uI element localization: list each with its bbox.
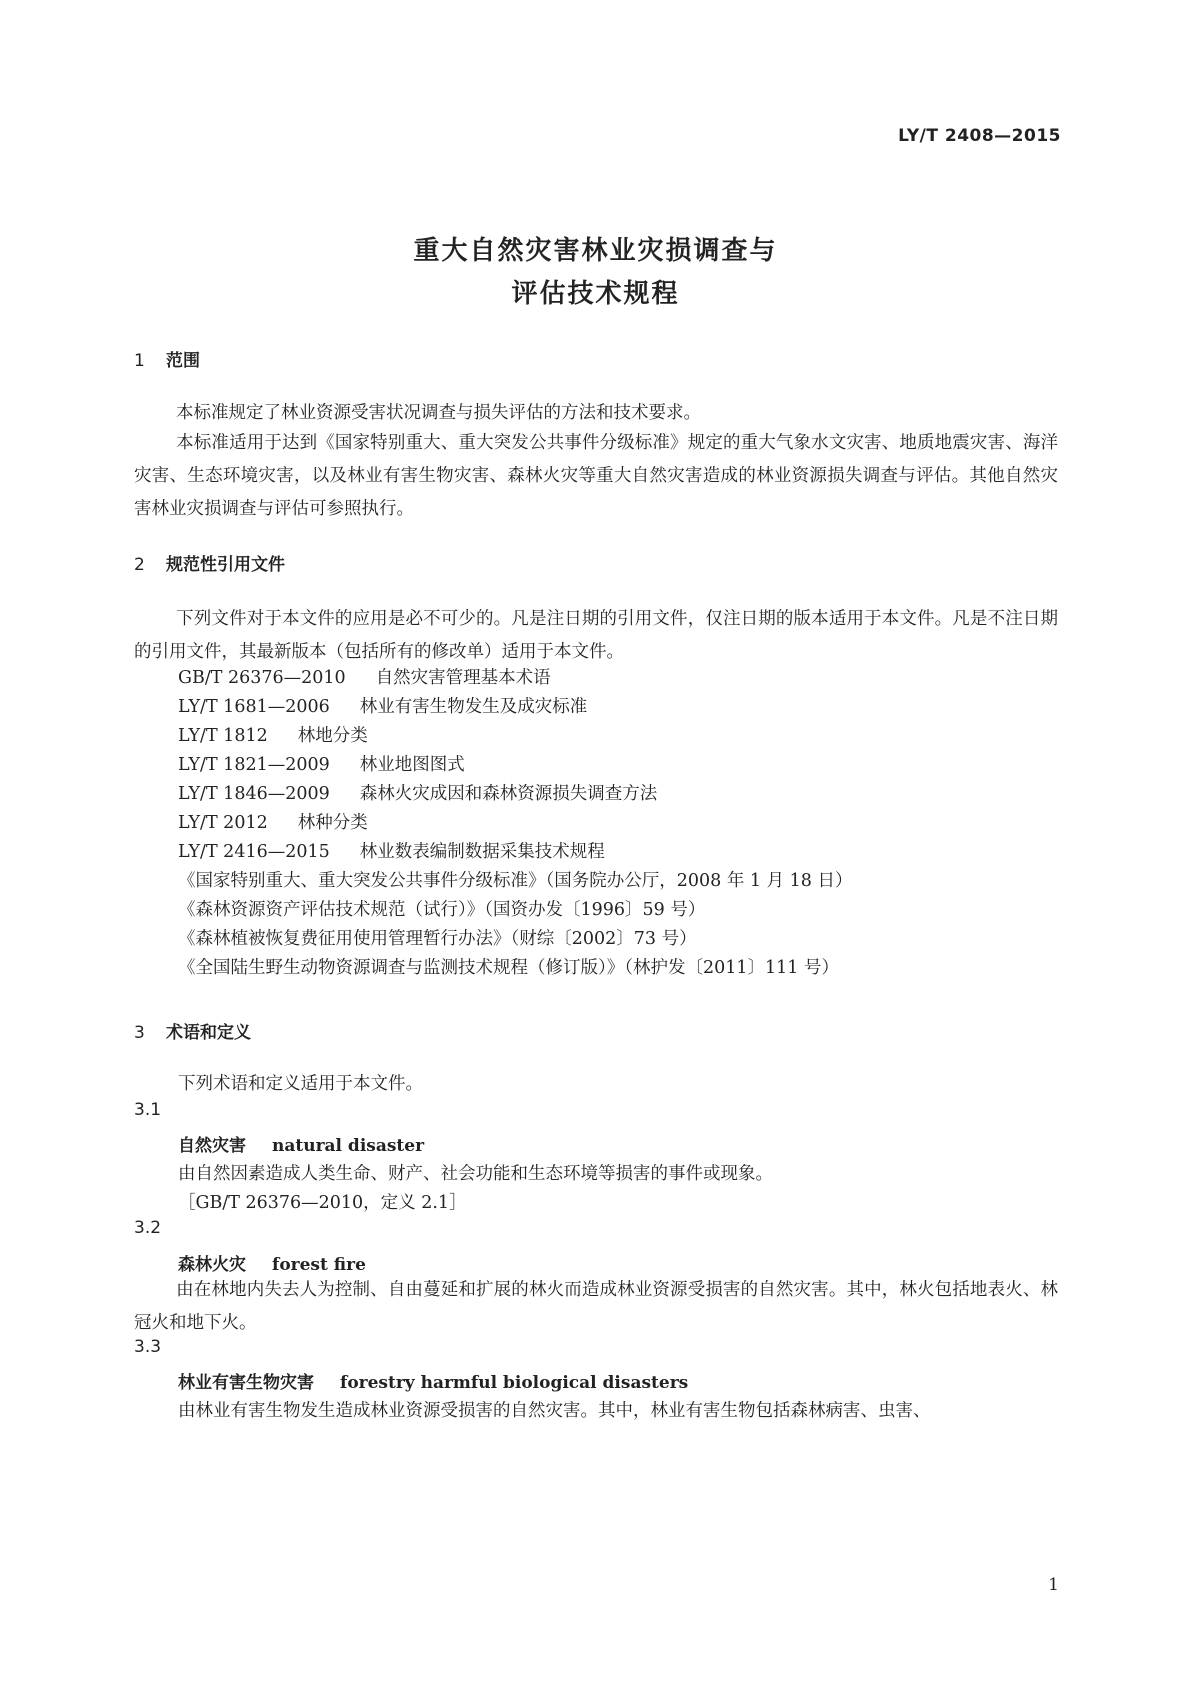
reference-item: LY/T 2012 林种分类 [178, 813, 368, 833]
section-1-paragraph-2: 本标准适用于达到《国家特别重大、重大突发公共事件分级标准》规定的重大气象水文灾害、地质地震灾害、海洋灾害、生态环境灾害，以及林业有害生物灾害、森林火灾等重大自然灾害造成的林业资源损失调查与评估。其他自然灾害林业灾损调查与评估可参照执行。 [134, 433, 1058, 519]
reference-document: 《森林资源资产评估技术规范（试行）》（国资办发〔1996〕59 号） [178, 900, 706, 920]
document-title-line-2: 评估技术规程 [511, 279, 680, 309]
term-3-1-chinese: 自然灾害 [178, 1136, 246, 1156]
term-3-1-definition: 由自然因素造成人类生命、财产、社会功能和生态环境等损害的事件或现象。 [178, 1164, 773, 1184]
section-1-heading [134, 346, 200, 371]
document-title-line-1: 重大自然灾害林业灾损调查与 [413, 236, 778, 266]
section-1-paragraph-1: 本标准规定了林业资源受害状况调查与损失评估的方法和技术要求。 [176, 403, 701, 423]
term-3-2-number: 3.2 [134, 1218, 162, 1238]
reference-item: LY/T 2416—2015 林业数表编制数据采集技术规程 [178, 842, 605, 862]
term-3-1-heading [178, 1131, 424, 1156]
term-3-1-english: natural disaster [272, 1136, 425, 1156]
section-1-title: 范围 [166, 351, 200, 371]
section-3-intro: 下列术语和定义适用于本文件。 [178, 1074, 423, 1094]
section-3-title: 术语和定义 [166, 1023, 251, 1043]
reference-document: 《全国陆生野生动物资源调查与监测技术规程（修订版）》（林护发〔2011〕111 号） [178, 958, 839, 978]
reference-item: LY/T 1681—2006 林业有害生物发生及成灾标准 [178, 697, 588, 717]
reference-document: 《国家特别重大、重大突发公共事件分级标准》（国务院办公厅，2008 年 1 月 18 日） [178, 871, 853, 891]
standard-code: LY/T 2408—2015 [898, 126, 1061, 146]
term-3-2-english: forest fire [272, 1255, 366, 1275]
reference-item: GB/T 26376—2010 自然灾害管理基本术语 [178, 668, 551, 688]
term-3-2-heading [178, 1250, 366, 1275]
reference-document: 《森林植被恢复费征用使用管理暂行办法》（财综〔2002〕73 号） [178, 929, 697, 949]
page-number: 1 [1048, 1575, 1059, 1595]
reference-item: LY/T 1812 林地分类 [178, 726, 368, 746]
section-2-title: 规范性引用文件 [166, 555, 285, 575]
term-3-3-chinese: 林业有害生物灾害 [178, 1373, 314, 1393]
reference-item: LY/T 1821—2009 林业地图图式 [178, 755, 465, 775]
reference-item: LY/T 1846—2009 森林火灾成因和森林资源损失调查方法 [178, 784, 658, 804]
section-2-number: 2 [134, 555, 145, 575]
term-3-1-source: ［GB/T 26376—2010，定义 2.1］ [178, 1193, 467, 1213]
term-3-1-number: 3.1 [134, 1100, 162, 1120]
section-2-intro: 下列文件对于本文件的应用是必不可少的。凡是注日期的引用文件，仅注日期的版本适用于本文件。凡是不注日期的引用文件，其最新版本（包括所有的修改单）适用于本文件。 [134, 609, 1058, 662]
term-3-3-english: forestry harmful biological disasters [340, 1373, 689, 1393]
section-1-number: 1 [134, 351, 145, 371]
term-3-2-chinese: 森林火灾 [178, 1255, 246, 1275]
term-3-2-definition: 由在林地内失去人为控制、自由蔓延和扩展的林火而造成林业资源受损害的自然灾害。其中，林火包括地表火、林冠火和地下火。 [134, 1280, 1058, 1333]
term-3-3-number: 3.3 [134, 1337, 162, 1357]
term-3-3-definition: 由林业有害生物发生造成林业资源受损害的自然灾害。其中，林业有害生物包括森林病害、虫害、 [178, 1401, 931, 1421]
section-3-number: 3 [134, 1023, 145, 1043]
term-3-3-heading [178, 1368, 688, 1393]
section-3-heading [134, 1018, 251, 1043]
section-2-heading [134, 550, 285, 575]
